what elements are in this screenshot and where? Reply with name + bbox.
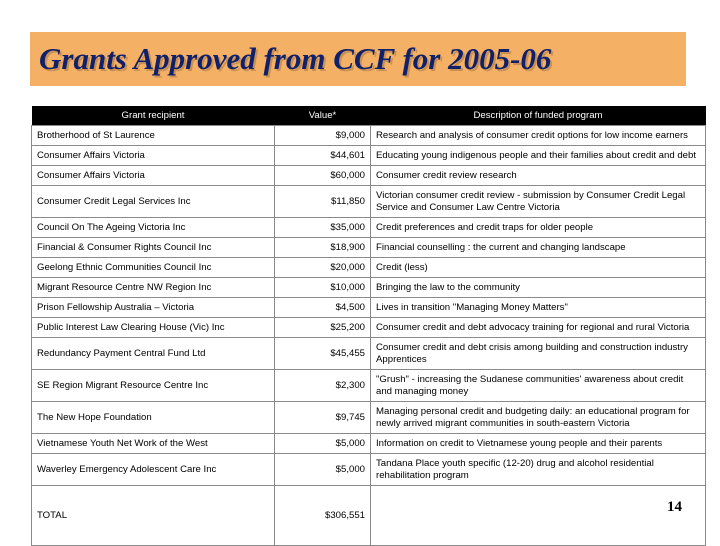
recipient-cell: Council On The Ageing Victoria Inc xyxy=(32,218,275,238)
recipient-cell: Consumer Affairs Victoria xyxy=(32,166,275,186)
description-cell: Information on credit to Vietnamese young people and their parents xyxy=(371,434,706,454)
recipient-cell: Financial & Consumer Rights Council Inc xyxy=(32,238,275,258)
description-cell: Credit preferences and credit traps for older people xyxy=(371,218,706,238)
recipient-cell: Vietnamese Youth Net Work of the West xyxy=(32,434,275,454)
title-band xyxy=(30,32,686,86)
table-row xyxy=(32,146,706,166)
value-cell: $20,000 xyxy=(275,258,371,278)
value-cell: $9,000 xyxy=(275,126,371,146)
value-cell: $4,500 xyxy=(275,298,371,318)
page-number: 14 xyxy=(667,499,682,515)
table-row xyxy=(32,278,706,298)
description-cell: Tandana Place youth specific (12-20) drug and alcohol residential rehabilitation program xyxy=(371,454,706,486)
table-row xyxy=(32,238,706,258)
recipient-cell: Prison Fellowship Australia – Victoria xyxy=(32,298,275,318)
page-title: Grants Approved from CCF for 2005-06 xyxy=(39,41,552,76)
recipient-cell: Consumer Credit Legal Services Inc xyxy=(32,186,275,218)
table-row xyxy=(32,454,706,486)
recipient-cell: Public Interest Law Clearing House (Vic) Inc xyxy=(32,318,275,338)
value-cell: $60,000 xyxy=(275,166,371,186)
description-cell: Victorian consumer credit review - submission by Consumer Credit Legal Service and Consumer Law Centre Victoria xyxy=(371,186,706,218)
value-cell: $2,300 xyxy=(275,370,371,402)
column-header-recipient: Grant recipient xyxy=(32,106,275,126)
table-row xyxy=(32,318,706,338)
table-row xyxy=(32,370,706,402)
grants-table xyxy=(31,106,706,546)
total-row xyxy=(32,486,706,546)
description-cell: Financial counselling : the current and changing landscape xyxy=(371,238,706,258)
table-row xyxy=(32,166,706,186)
recipient-cell: Redundancy Payment Central Fund Ltd xyxy=(32,338,275,370)
total-value: $306,551 xyxy=(275,486,371,546)
table-row xyxy=(32,218,706,238)
value-cell: $9,745 xyxy=(275,402,371,434)
description-cell: Consumer credit review research xyxy=(371,166,706,186)
description-cell: Research and analysis of consumer credit options for low income earners xyxy=(371,126,706,146)
value-cell: $35,000 xyxy=(275,218,371,238)
total-label: TOTAL xyxy=(32,486,275,546)
recipient-cell: Consumer Affairs Victoria xyxy=(32,146,275,166)
recipient-cell: Migrant Resource Centre NW Region Inc xyxy=(32,278,275,298)
recipient-cell: The New Hope Foundation xyxy=(32,402,275,434)
value-cell: $10,000 xyxy=(275,278,371,298)
value-cell: $11,850 xyxy=(275,186,371,218)
description-cell: Educating young indigenous people and their families about credit and debt xyxy=(371,146,706,166)
column-header-description: Description of funded program xyxy=(371,106,706,126)
table-header-row xyxy=(32,106,706,126)
description-cell: Credit (less) xyxy=(371,258,706,278)
value-cell: $25,200 xyxy=(275,318,371,338)
table-row xyxy=(32,298,706,318)
value-cell: $45,455 xyxy=(275,338,371,370)
description-cell: Lives in transition "Managing Money Matters" xyxy=(371,298,706,318)
value-cell: $44,601 xyxy=(275,146,371,166)
value-cell: $5,000 xyxy=(275,454,371,486)
recipient-cell: Brotherhood of St Laurence xyxy=(32,126,275,146)
description-cell: "Grush" - increasing the Sudanese communities' awareness about credit and managing money xyxy=(371,370,706,402)
recipient-cell: Geelong Ethnic Communities Council Inc xyxy=(32,258,275,278)
column-header-value: Value* xyxy=(275,106,371,126)
table-row xyxy=(32,402,706,434)
value-cell: $5,000 xyxy=(275,434,371,454)
description-cell: Consumer credit and debt advocacy training for regional and rural Victoria xyxy=(371,318,706,338)
recipient-cell: Waverley Emergency Adolescent Care Inc xyxy=(32,454,275,486)
table-row xyxy=(32,126,706,146)
value-cell: $18,900 xyxy=(275,238,371,258)
description-cell: Consumer credit and debt crisis among building and construction industry Apprentices xyxy=(371,338,706,370)
table-row xyxy=(32,434,706,454)
table-row xyxy=(32,258,706,278)
table-row xyxy=(32,186,706,218)
description-cell: Managing personal credit and budgeting daily: an educational program for newly arrived migrant communities in south-eastern Victoria xyxy=(371,402,706,434)
description-cell: Bringing the law to the community xyxy=(371,278,706,298)
total-description-cell xyxy=(371,486,706,546)
recipient-cell: SE Region Migrant Resource Centre Inc xyxy=(32,370,275,402)
table-row xyxy=(32,338,706,370)
